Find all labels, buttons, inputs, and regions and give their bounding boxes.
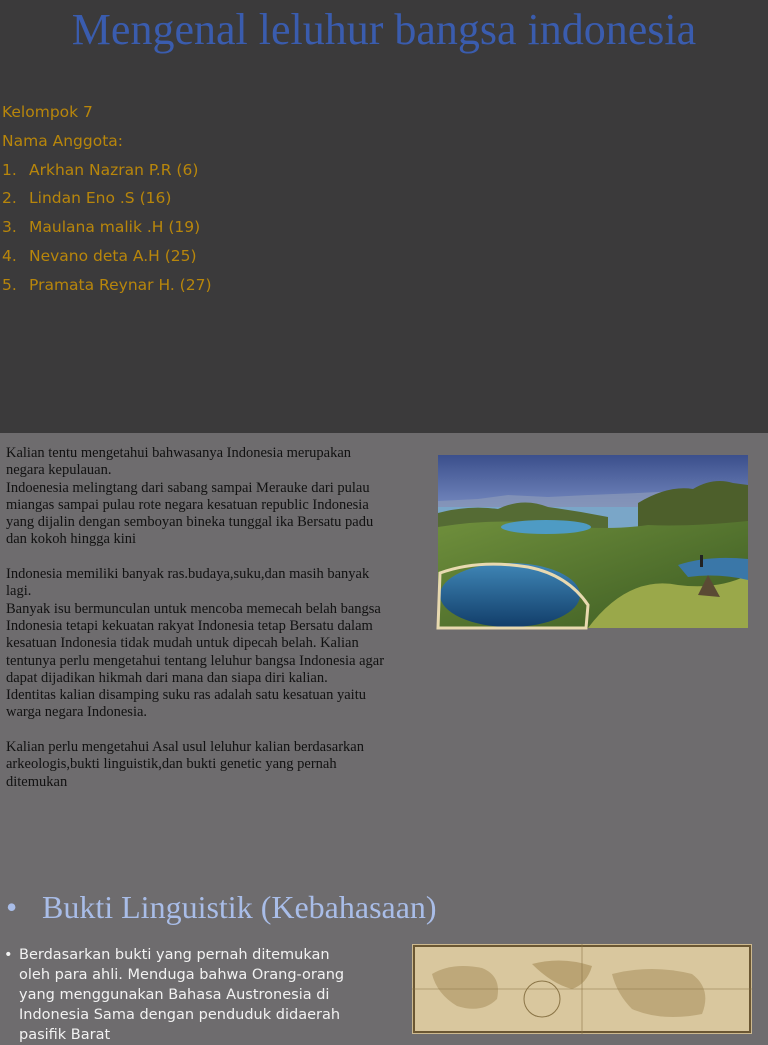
slide-introduction xyxy=(0,433,768,865)
member-list-block xyxy=(2,98,212,300)
member-item xyxy=(2,184,212,213)
text-line: Banyak isu bermunculan untuk mencoba memecah belah bangsa xyxy=(6,600,381,617)
text-line: dan kokoh hingga kini xyxy=(6,531,137,548)
text-line: Indonesia memiliki banyak ras.budaya,suku,dan masih banyak xyxy=(6,566,370,583)
member-name: Lindan Eno .S (16) xyxy=(29,189,172,208)
member-number: 4. xyxy=(2,246,17,265)
text-line: ditemukan xyxy=(6,773,68,790)
slide-title-heading: Mengenal leluhur bangsa indonesia xyxy=(71,5,697,54)
members-label: Nama Anggota: xyxy=(2,131,124,150)
member-item xyxy=(2,271,212,300)
intro-text xyxy=(6,445,430,791)
member-item xyxy=(2,213,212,242)
text-line: arkeologis,bukti linguistik,dan bukti genetic yang pernah xyxy=(6,756,337,773)
bullet-paragraph xyxy=(4,945,364,1045)
text-line: Identitas kalian disamping suku ras adalah satu kesatuan yaitu xyxy=(6,687,366,704)
member-item xyxy=(2,156,212,185)
old-world-map-image xyxy=(412,944,752,1034)
member-name: Maulana malik .H (19) xyxy=(29,218,201,237)
slide-linguistic-evidence xyxy=(0,865,768,1043)
member-number: 5. xyxy=(2,275,17,294)
group-name: Kelompok 7 xyxy=(2,103,93,121)
text-line: Kalian tentu mengetahui bahwasanya Indonesia merupakan xyxy=(6,445,352,461)
member-name: Nevano deta A.H (25) xyxy=(29,246,197,265)
bullet-paragraph-text: Berdasarkan bukti yang pernah ditemukan oleh para ahli. Menduga bahwa Orang-orang yang menggunakan Bahasa Austronesia di Indonesia Sama dengan penduduk didaerah pasifik Barat xyxy=(19,947,345,1043)
text-line: yang dijalin dengan semboyan bineka tunggal ika Bersatu padu xyxy=(6,514,374,531)
bullet-icon: • xyxy=(6,889,18,925)
member-list xyxy=(2,156,212,300)
paragraph-gap xyxy=(6,549,430,566)
text-line: warga negara Indonesia. xyxy=(6,704,148,721)
text-line: dapat dijadikan hikmah dari mana dan siapa diri kalian. xyxy=(6,669,328,686)
text-line: tentunya perlu mengetahui tentang leluhur bangsa Indonesia agar xyxy=(6,652,385,669)
slide-title xyxy=(0,0,768,433)
member-name: Pramata Reynar H. (27) xyxy=(29,275,212,294)
text-line: Indonesia tetapi kekuatan rakyat Indonesia tetap Bersatu dalam xyxy=(6,617,373,634)
text-line: lagi. xyxy=(6,583,32,600)
section-heading xyxy=(6,887,437,927)
text-line: Kalian perlu mengetahui Asal usul leluhur kalian berdasarkan xyxy=(6,739,364,756)
paragraph-gap xyxy=(6,722,430,739)
text-line: Indoenesia melingtang dari sabang sampai Merauke dari pulau xyxy=(6,479,370,496)
member-name: Arkhan Nazran P.R (6) xyxy=(29,160,199,179)
member-item xyxy=(2,242,212,271)
bullet-icon: • xyxy=(4,947,13,963)
section-heading-text: Bukti Linguistik (Kebahasaan) xyxy=(42,889,437,925)
text-line: miangas sampai pulau rote negara kesatuan republic Indonesia xyxy=(6,496,369,513)
member-number: 2. xyxy=(2,189,17,208)
text-line: negara kepulauan. xyxy=(6,462,112,479)
member-number: 1. xyxy=(2,160,17,179)
member-number: 3. xyxy=(2,218,17,237)
landscape-photo xyxy=(438,455,748,628)
text-line: kesatuan Indonesia tidak mudah untuk dipecah belah. Kalian xyxy=(6,635,359,652)
